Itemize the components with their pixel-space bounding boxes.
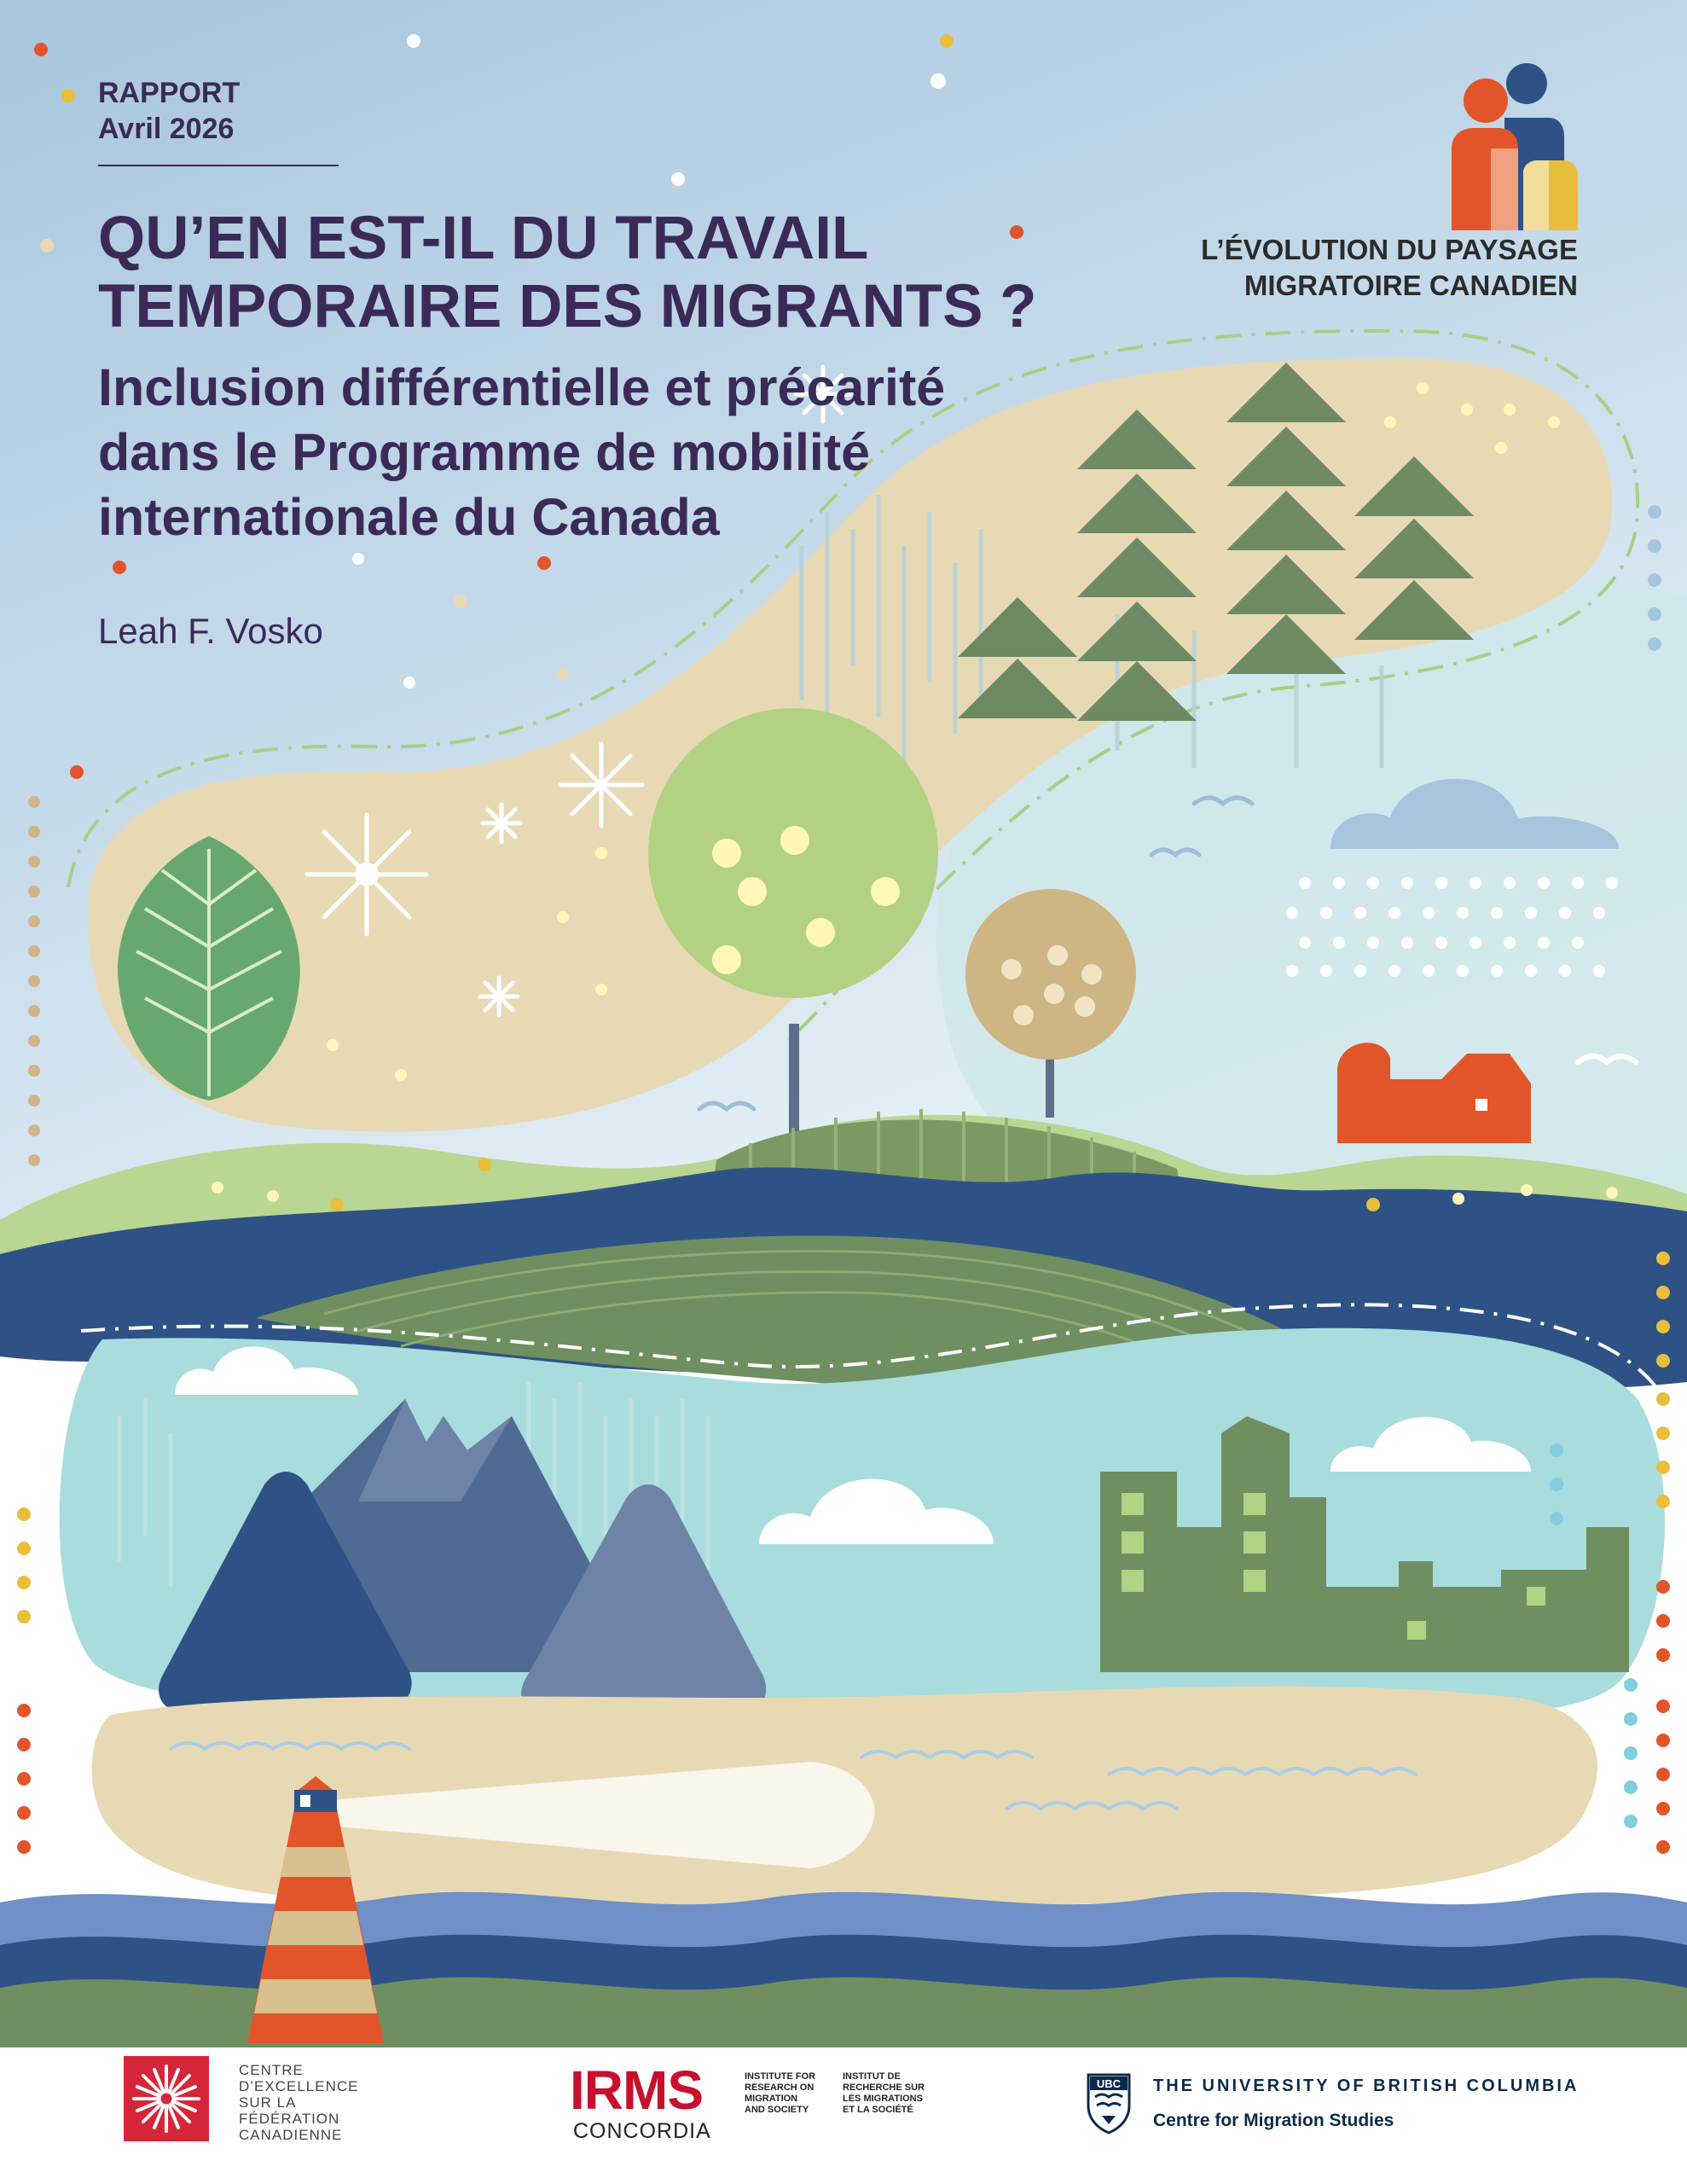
ubc-badge-text: UBC [1096,2077,1122,2090]
title-line-2: TEMPORAIRE DES MIGRANTS ? [98,273,1037,340]
cef-line-5: CANADIENNE [239,2127,343,2143]
kicker-divider [98,165,339,166]
irms-en-line-1: INSTITUTE FOR [745,2071,816,2082]
irms-fr-line-4: ET LA SOCIÉTÉ [843,2105,913,2115]
irms-logo-wordmark: IRMS [570,2059,703,2121]
cef-line-3: SUR LA [239,2094,297,2111]
irms-fr-line-3: LES MIGRATIONS [843,2094,923,2104]
subtitle-line-1: Inclusion différentielle et précarité [98,358,946,416]
cef-line-4: FÉDÉRATION [239,2111,340,2127]
series-line-1: L’ÉVOLUTION DU PAYSAGE [1201,234,1578,265]
ubc-crest-icon [1085,2071,1133,2135]
cef-snowflake-logo-icon [124,2056,209,2141]
irms-french-name [843,2071,925,2116]
series-line-2: MIGRATOIRE CANADIEN [1244,270,1578,301]
subtitle-line-3: internationale du Canada [98,488,720,546]
subtitle-line-2: dans le Programme de mobilité [98,423,871,481]
irms-english-name [745,2071,815,2116]
irms-en-line-4: AND SOCIETY [745,2105,809,2115]
cef-line-2: D’EXCELLENCE [239,2078,359,2094]
irms-fr-line-1: INSTITUT DE [843,2071,901,2082]
kicker-date: Avril 2026 [98,113,235,145]
irms-en-line-2: RESEARCH ON [745,2082,815,2093]
ubc-centre-name: Centre for Migration Studies [1153,2111,1394,2130]
cef-line-1: CENTRE [239,2062,304,2078]
family-group-icon [1441,60,1578,230]
ubc-university-name: THE UNIVERSITY OF BRITISH COLUMBIA [1153,2077,1580,2095]
cef-logo-text [239,2062,359,2143]
report-title [98,205,1207,341]
irms-logo-concordia: CONCORDIA [573,2119,711,2143]
series-title [1177,232,1578,304]
irms-en-line-3: MIGRATION [745,2094,798,2104]
report-kicker [98,75,240,147]
author-name: Leah F. Vosko [98,611,323,651]
title-line-1: QU’EN EST-IL DU TRAVAIL [98,205,869,272]
irms-fr-line-2: RECHERCHE SUR [843,2082,925,2093]
kicker-label: RAPPORT [98,77,241,109]
report-subtitle [98,355,1207,549]
